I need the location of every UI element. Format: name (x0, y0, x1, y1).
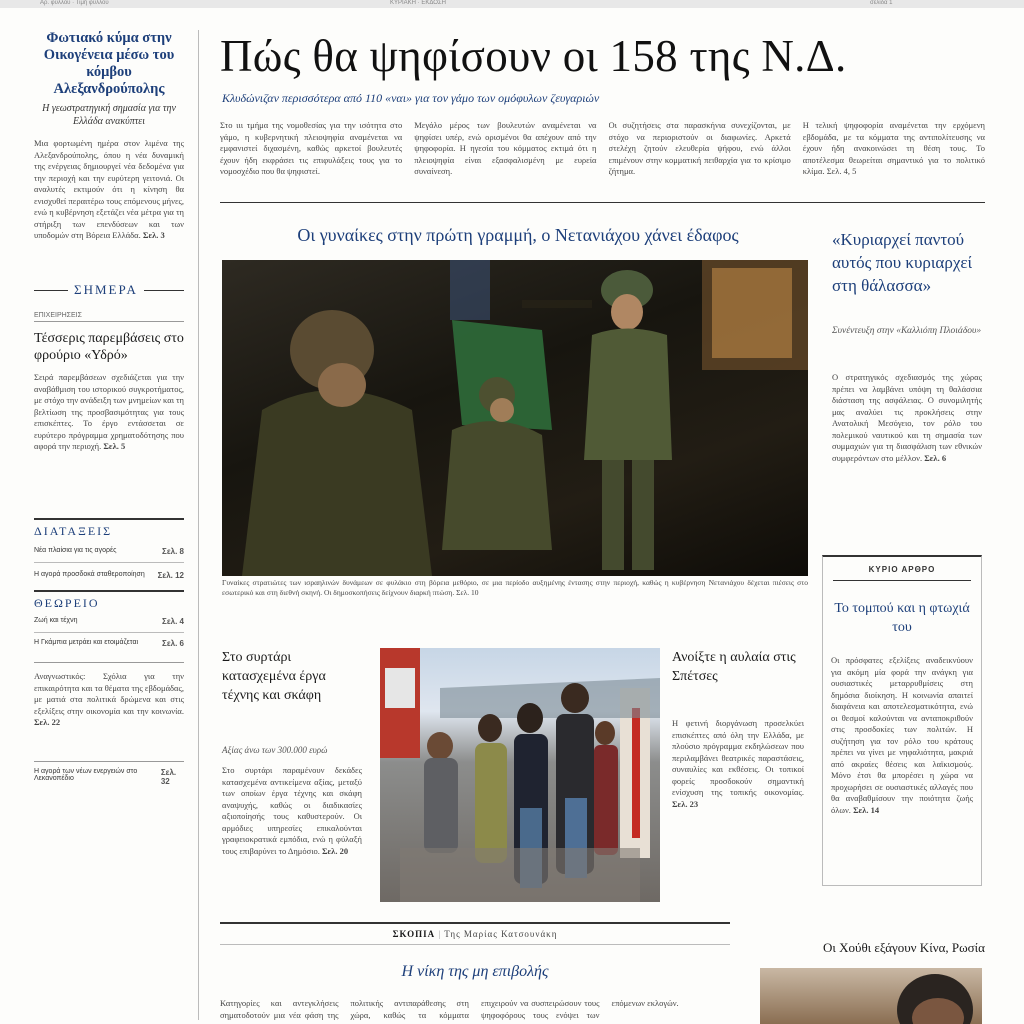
column-rule (198, 30, 199, 1020)
soldiers-photo (222, 260, 808, 576)
photo-story-headline[interactable]: Οι γυναίκες στην πρώτη γραμμή, ο Νετανιάχου χάνει έδαφος (297, 225, 739, 245)
bottom-feature-body: Κατηγορίες και αντεγκλήσεις σηματοδοτούν μια νέα φάση της πολιτικής αντιπαράθεσης στη χώρα, καθώς τα κόμματα επιχειρούν να συσπειρώσουν τους ψηφοφόρους τους ενόψει των επόμενων εκλογών. (220, 998, 679, 1020)
mid-right-title[interactable]: Ανοίξτε η αυλαία στις Σπέτσες (672, 650, 796, 684)
left-footer-item[interactable]: Η αγορά των νέων ενεργειών στο Λεκανοπέδιο Σελ. 32 (34, 768, 177, 786)
section1-item-1[interactable]: Νέα πλαίσια για τις αγορές Σελ. 8 (34, 547, 184, 556)
masthead-left: Αρ. φύλλου · Τιμή φύλλου (40, 0, 109, 6)
main-col-2: Μεγάλο μέρος των βουλευτών αναμένεται να ψηφίσει υπέρ, ενώ ορισμένοι θα απέχουν από την ψηφοφορία. Η ηγεσία του κόμματος εκτιμά ότι η πλειοψηφία είναι εξασφαλισμένη με ευρεία συναίνεση. (414, 120, 597, 176)
masthead-center: ΚΥΡΙΑΚΗ · ΕΚΔΟΣΗ (390, 0, 446, 6)
today-label: ΣΗΜΕΡΑ (68, 282, 144, 298)
bottom-feature-rule2 (220, 944, 730, 945)
right-quote-author: Συνέντευξη στην «Καλλιόπη Πλοιάδου» (832, 326, 982, 336)
photo-caption: Γυναίκες στρατιώτες των ισραηλινών δυνάμεων σε φυλάκιο στη βόρεια μεθόριο, σε μια περίοδο αυξημένης έντασης στην περιοχή, καθώς η κυβέρνηση Νετανιάχου δέχεται πιέσεις στο εσωτερικό και στη διεθνή σκηνή. Οι δημοσκοπήσεις δείχνουν διαρκή πτώση. Σελ. 10 (222, 578, 808, 597)
main-col-1: Στο ιιι τμήμα της νομοθεσίας για την ισότητα στο γάμο, η κυβερνητική πλειοψηφία αναμένεται να εμφανιστεί διχασμένη, καθώς αρκετοί βουλευτές έχουν ήδη εκφράσει τις επιφυλάξεις τους για το νομοσχέδιο που θα ψηφιστεί. (220, 120, 403, 176)
bottom-right-photo-illustration (760, 968, 982, 1024)
travelers-photo (380, 648, 660, 902)
left-top-story-page: Σελ. 3 (142, 230, 165, 240)
main-col-3: Οι συζητήσεις στα παρασκήνια συνεχίζονται, με στόχο να περιοριστούν οι διαφωνίες. Αρκετά στελέχη ζητούν ελευθερία ψήφου, ενώ άλλοι επιμένουν στην κομματική πειθαρχία για το κρίσιμο ζήτημα. (608, 120, 791, 176)
bottom-feature-title[interactable]: Η νίκη της μη επιβολής (401, 963, 549, 980)
bottom-feature-header: ΣΚΟΠΙΑ | Της Μαρίας Κατσουνάκη (392, 929, 558, 939)
mid-left-body: Στο συρτάρι παραμένουν δεκάδες κατασχεμένα αντικείμενα αξίας, μεταξύ των οποίων έργα τέχνης και σκάφη αναψυχής, καθώς οι διαδικασίες αξιοποίησής τους καθυστερούν. Οι αρμόδιες υπηρεσίες επικαλούνται γραφειοκρατικά εμπόδια, ενώ η φύλαξή τους επιβαρύνει το Δημόσιο. Σελ. 20 (222, 765, 362, 856)
today-kicker: ΕΠΙΧΕΙΡΗΣΕΙΣ (34, 312, 184, 322)
bottom-feature-rule (220, 922, 730, 924)
left-bottom-blurb: Αναγνωστικός: Σχόλια για την επικαιρότητα και τα θέματα της εβδομάδας, με ματιά στα πολιτικά δρώμενα και στις εξελίξεις στην οικονομία και την κοινωνία. Σελ. 22 (34, 671, 184, 727)
section1-item-2[interactable]: Η αγορά προσδοκά σταθεροποίηση Σελ. 12 (34, 571, 184, 580)
editorial-title[interactable]: Το τομπού και η φτωχιά του (834, 601, 970, 635)
right-quote[interactable]: «Κυριαρχεί παντού αυτός που κυριαρχεί στη θάλασσα» (832, 230, 973, 295)
mid-right-body: Η φετινή διοργάνωση προσελκύει επισκέπτες από όλη την Ελλάδα, με πλούσιο πρόγραμμα εκδηλώσεων που περιλαμβάνει θεατρικές παραστάσεις, συναυλίες και εκθέσεις. Οι τοπικοί φορείς προσδοκούν σημαντική ενίσχυση της τοπικής οικονομίας. Σελ. 23 (672, 718, 804, 809)
travelers-photo-illustration (380, 648, 660, 902)
today-story-body: Σειρά παρεμβάσεων σχεδιάζεται για την αναβάθμιση του ιστορικού συγκροτήματος, με στόχο την ανάδειξη των μνημείων και τη βελτίωση της προσβασιμότητας για τους επισκέπτες. Το έργο εντάσσεται σε ευρύτερο πρόγραμμα χρηματοδότησης που αφορά την περιοχή. Σελ. 5 (34, 372, 184, 451)
editorial-body: Οι πρόσφατες εξελίξεις αναδεικνύουν για ακόμη μία φορά την ανάγκη για ουσιαστικές μεταρρυθμίσεις στη δημόσια διοίκηση. Η κοινωνία απαιτεί διαφάνεια και αποτελεσματικότητα, ενώ οι θεσμοί καλούνται να ανταποκριθούν στις προσδοκίες των πολιτών. Η συζήτηση για τον ρόλο του κράτους πρέπει να γίνει με νηφαλιότητα, μακριά από ακραίες θέσεις και λαϊκισμούς. Μόνο έτσι θα μπορέσει η χώρα να προχωρήσει σε ουσιαστικές αλλαγές που θα αναβαθμίσουν την ποιότητα ζωής όλων. Σελ. 14 (831, 655, 973, 815)
main-headline[interactable]: Πώς θα ψηφίσουν οι 158 της Ν.Δ. (220, 31, 847, 81)
left-top-story-subtitle: Η γεωστρατηγική σημασία για την Ελλάδα ανακύπτει (42, 103, 176, 127)
bottom-feature-label: ΣΚΟΠΙΑ (392, 929, 436, 939)
today-story-page: Σελ. 5 (103, 441, 126, 451)
main-col-4: Η τελική ψηφοφορία αναμένεται την ερχόμενη εβδομάδα, με τα κόμματα της αντιπολίτευσης να έχουν ήδη ανακοινώσει τη θέση τους. Το αποτέλεσμα θεωρείται σημαντικό για το πολιτικό κλίμα. Σελ. 4, 5 (802, 120, 985, 176)
section1-label: ΔΙΑΤΑΞΕΙΣ (34, 524, 113, 538)
bottom-right-headline[interactable]: Οι Χούθι εξάγουν Κίνα, Ρωσία (822, 940, 985, 955)
masthead-right: σελίδα 1 (870, 0, 893, 6)
left-top-story-body: Μια φορτωμένη ημέρα στον λιμένα της Αλεξανδρούπολης, όπου η νέα δυναμική της ενέργειας δημιουργεί νέα δεδομένα για την περιοχή και την ευρύτερη γειτονιά. Οι αναλυτές εκτιμούν ότι η κίνηση θα ενισχυθεί περαιτέρω τους επόμενους μήνες, ενώ η κυβέρνηση εξετάζει νέα μέτρα για τη στήριξη των επενδύσεων και των υποδομών στη Βόρεια Ελλάδα. Σελ. 3 (34, 138, 184, 240)
today-divider (34, 282, 184, 300)
left-top-story-title[interactable]: Φωτιακό κύμα στην Οικογένεια μέσω του κόμβου Αλεξανδρούπολης (43, 30, 175, 97)
right-quote-body: Ο στρατηγικός σχεδιασμός της χώρας πρέπει να λαμβάνει υπόψη τη θαλάσσια διάσταση της ασφάλειας. Ο συνομιλητής μας αναλύει τις προκλήσεις στην Ανατολική Μεσόγειο, τον ρόλο του πολεμικού ναυτικού και τη σημασία των συμμαχιών για τη διασφάλιση των εθνικών συμφερόντων στο μέλλον. Σελ. 6 (832, 372, 982, 463)
left-column (34, 30, 184, 1024)
editorial-label: ΚΥΡΙΟ ΑΡΘΡΟ (868, 565, 936, 574)
main-subheadline: Κλυδώνιζαν περισσότερα από 110 «ναι» για τον γάμο των ομόφυλων ζευγαριών (222, 91, 600, 105)
mid-left-title[interactable]: Στο συρτάρι κατασχεμένα έργα τέχνης και σκάφη (222, 650, 326, 703)
main-story-rule (220, 202, 985, 203)
section2-item-1[interactable]: Ζωή και τέχνη Σελ. 4 (34, 617, 184, 626)
editorial-box (822, 555, 982, 886)
bottom-right-photo (760, 968, 982, 1024)
soldiers-photo-illustration (222, 260, 808, 576)
main-story-columns (220, 120, 985, 192)
section2-item-2[interactable]: Η Γκάμπια μετράει και ετοιμάζεται Σελ. 6 (34, 639, 184, 648)
mid-left-subtitle: Αξίας άνω των 300.000 ευρώ (222, 745, 328, 755)
bottom-feature-author: Της Μαρίας Κατσουνάκη (444, 929, 558, 939)
today-story-title[interactable]: Τέσσερις παρεμβάσεις στο φρούριο «Υδρό» (34, 331, 184, 363)
section2-label: ΘΕΩΡΕΙΟ (34, 596, 100, 610)
